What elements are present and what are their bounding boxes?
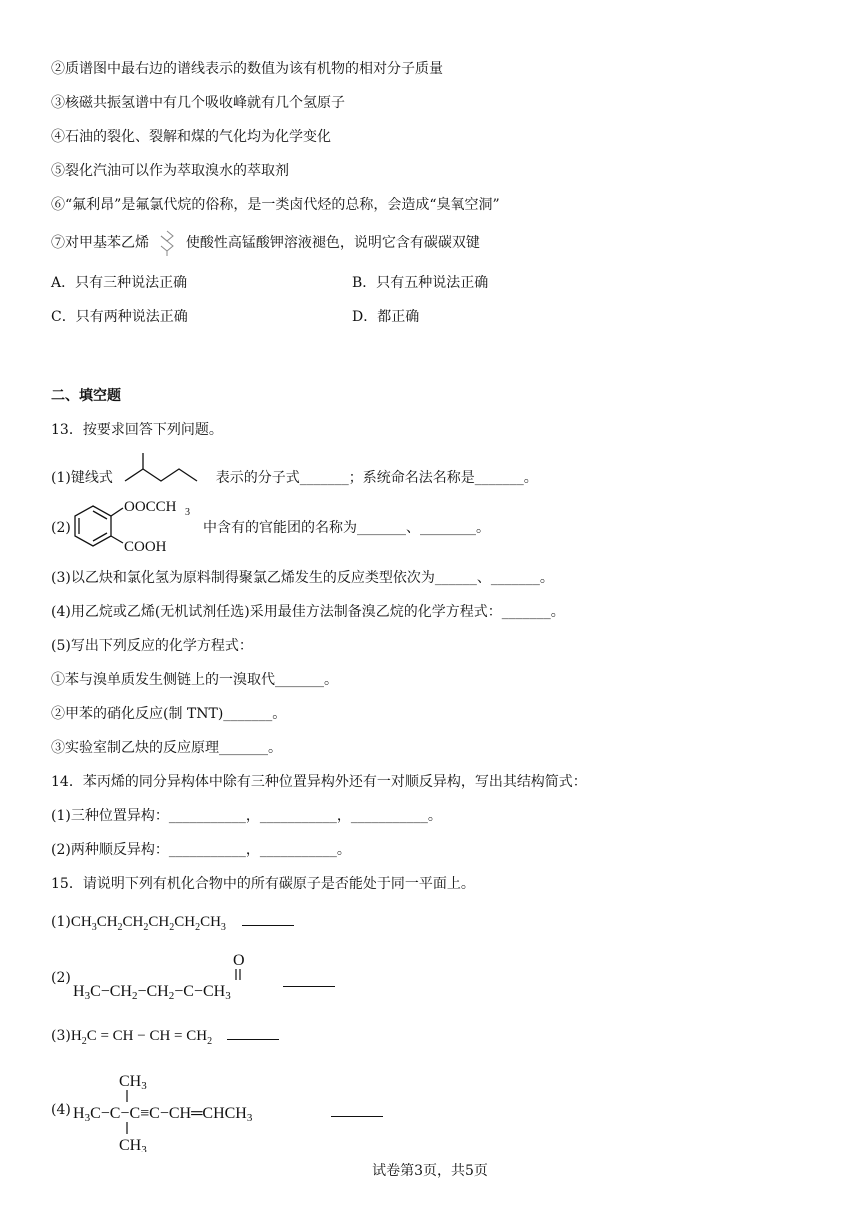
q15-part2-label: (2) (51, 970, 71, 986)
q15-part3-label: (3) (51, 1028, 71, 1044)
q13-stem: 13．按要求回答下列问题。 (51, 422, 223, 438)
answer-blank-3[interactable] (227, 1025, 279, 1040)
carboxyl-group-label: COOH (124, 539, 167, 554)
methyl-top: CH3 (119, 1073, 147, 1092)
butanone-chain: H3C−CH2−CH2−C−CH3 (73, 983, 231, 1000)
statement-7-suffix: 使酸性高锰酸钾溶液褪色，说明它含有碳碳双键 (185, 235, 480, 251)
statement-4: ④石油的裂化、裂解和煤的气化均为化学变化 (51, 129, 331, 145)
q15-stem: 15．请说明下列有机化合物中的所有碳原子是否能处于同一平面上。 (51, 876, 475, 892)
q15-part1-label: (1) (51, 914, 71, 930)
q13-part3: (3)以乙炔和氯化氢为原料制得聚氯乙烯发生的反应类型依次为______、_______。 (51, 570, 554, 586)
butadiene-formula: $H_2C$ = CH − CH = $CH_2$ (70, 1028, 213, 1047)
statement-6: ⑥“氟利昂”是氟氯代烷的俗称，是一类卤代烃的总称，会造成“臭氧空洞” (51, 197, 500, 213)
page-footer: 试卷第3页，共5页 (372, 1163, 488, 1179)
option-c: C．只有两种说法正确 (51, 309, 188, 325)
q14-part2: (2)两种顺反异构：___________，___________。 (51, 842, 351, 858)
ester-group-label: OOCCH (124, 499, 177, 515)
q15-part3 (51, 1025, 279, 1052)
q13-part5-3: ③实验室制乙炔的反应原理_______。 (51, 740, 282, 756)
q13-part2-label: (2) (51, 520, 71, 536)
q14-part1: (1)三种位置异构：___________，___________，___________。 (51, 808, 442, 824)
skeletal-formula (121, 451, 205, 489)
statement-7-prefix: ⑦对甲基苯乙烯 (51, 235, 149, 251)
statement-7 (51, 229, 480, 257)
q15-part1 (51, 911, 294, 938)
q13-part5-2: ②甲苯的硝化反应(制 TNT)_______。 (51, 706, 287, 722)
q13-part1 (51, 451, 538, 487)
q15-part4-label: (4) (51, 1102, 71, 1118)
q13-part1-label: (1)键线式 (51, 470, 113, 486)
answer-blank-1[interactable] (242, 911, 294, 926)
q13-part5: (5)写出下列反应的化学方程式： (51, 638, 253, 654)
ester-group-subscript: 3 (185, 507, 190, 518)
statement-2: ②质谱图中最右边的谱线表示的数值为该有机物的相对分子质量 (51, 61, 443, 77)
enyne-structure (73, 1068, 343, 1152)
answer-blank-2[interactable] (283, 972, 335, 987)
methylstyrene-structure (153, 229, 181, 257)
hexane-formula: $CH_3CH_2CH_2CH_2CH_2CH_3$ (70, 914, 226, 933)
methyl-bottom: CH3 (119, 1137, 147, 1152)
option-d: D．都正确 (352, 309, 420, 325)
statement-3: ③核磁共振氢谱中有几个吸收峰就有几个氢原子 (51, 95, 345, 111)
option-a: A．只有三种说法正确 (51, 275, 188, 291)
statement-5: ⑤裂化汽油可以作为萃取溴水的萃取剂 (51, 163, 289, 179)
q13-part1-text: 表示的分子式_______；系统命名法名称是_______。 (215, 470, 538, 486)
q14-stem: 14．苯丙烯的同分异构体中除有三种位置异构外还有一对顺反异构，写出其结构简式： (51, 774, 587, 790)
option-b: B．只有五种说法正确 (352, 275, 489, 291)
carbonyl-oxygen: O (233, 952, 245, 969)
aspirin-structure (63, 494, 213, 554)
butanone-structure (71, 950, 291, 1000)
q13-part4: (4)用乙烷或乙烯(无机试剂任选)采用最佳方法制备溴乙烷的化学方程式：_______。 (51, 604, 565, 620)
q13-part5-1: ①苯与溴单质发生侧链上的一溴取代_______。 (51, 672, 338, 688)
section-title: 二、填空题 (51, 388, 121, 404)
q13-part2-text: 中含有的官能团的名称为_______、________。 (203, 520, 490, 536)
enyne-chain: H3C−C−C≡C−CH═CHCH3 (73, 1105, 253, 1124)
answer-blank-4[interactable] (331, 1102, 383, 1117)
